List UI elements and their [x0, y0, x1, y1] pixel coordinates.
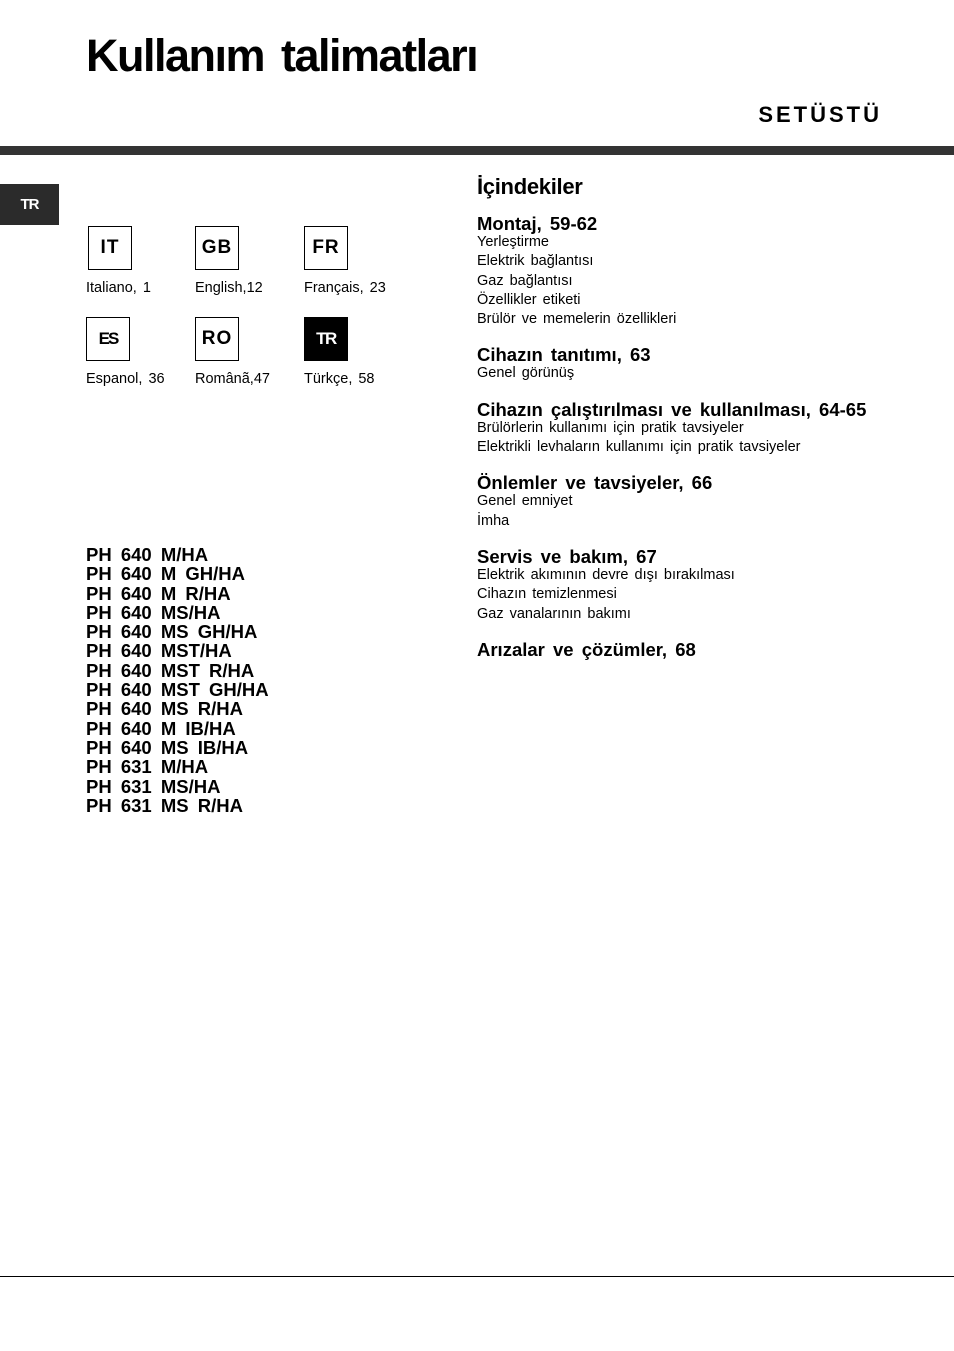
toc-item: Gaz bağlantısı: [477, 272, 573, 289]
footer-divider: [0, 1276, 954, 1277]
page-title: Kullanım talimatları: [86, 30, 478, 81]
model-item: PH 640 M IB/HA: [86, 717, 236, 739]
toc-item: Gaz vanalarının bakımı: [477, 605, 631, 622]
toc-section-onlemler: [477, 473, 897, 531]
toc-heading[interactable]: Arızalar ve çözümler, 68: [477, 638, 696, 660]
toc-item: Brülörlerin kullanımı için pratik tavsiyeler: [477, 419, 744, 436]
language-label: Espanol, 36: [86, 371, 165, 387]
language-gb[interactable]: [195, 226, 305, 296]
model-item: PH 631 MS R/HA: [86, 794, 243, 816]
language-code-box-active: TR: [304, 317, 348, 361]
language-label: Românã,47: [195, 371, 270, 387]
toc-item: Genel emniyet: [477, 493, 573, 510]
language-es[interactable]: [86, 317, 196, 387]
model-item: PH 640 MST GH/HA: [86, 679, 269, 701]
model-item: PH 631 M/HA: [86, 756, 209, 778]
language-label: English,12: [195, 280, 263, 296]
model-item: PH 640 MS GH/HA: [86, 621, 258, 643]
language-code-box: RO: [195, 317, 239, 361]
toc-section-tanitim: [477, 345, 897, 383]
toc-item: Elektrikli levhaların kullanımı için pratik tavsiyeler: [477, 439, 801, 456]
language-ro[interactable]: [195, 317, 305, 387]
language-fr[interactable]: [304, 226, 414, 296]
model-item: PH 631 MS/HA: [86, 775, 221, 797]
toc-item: İmha: [477, 512, 510, 529]
toc-section-servis: [477, 547, 897, 624]
toc-item: Genel görünüş: [477, 365, 575, 382]
model-item: PH 640 M R/HA: [86, 582, 231, 604]
product-category: SETÜSTÜ: [758, 102, 882, 127]
language-tr[interactable]: [304, 317, 414, 387]
language-code-box: IT: [88, 226, 132, 270]
toc-item: Özellikler etiketi: [477, 291, 581, 308]
toc-item: Cihazın temizlenmesi: [477, 586, 617, 603]
language-side-tab: TR: [0, 184, 59, 225]
toc-section-montaj: [477, 214, 897, 329]
toc-item: Yerleştirme: [477, 234, 549, 250]
language-label: Italiano, 1: [86, 280, 151, 296]
toc-section-arizalar: [477, 640, 897, 659]
model-item: PH 640 MS/HA: [86, 601, 221, 623]
toc-item: Elektrik bağlantısı: [477, 253, 594, 270]
model-item: PH 640 MST R/HA: [86, 659, 255, 681]
toc-item: Elektrik akımının devre dışı bırakılması: [477, 566, 735, 583]
model-list: [86, 545, 269, 815]
model-item: PH 640 MS IB/HA: [86, 736, 249, 758]
toc-heading[interactable]: Servis ve bakım, 67: [477, 545, 657, 567]
model-item: PH 640 MS R/HA: [86, 698, 243, 720]
language-it[interactable]: [88, 226, 198, 296]
toc-item: Brülör ve memelerin özellikleri: [477, 311, 677, 328]
model-item: PH 640 M/HA: [86, 544, 209, 565]
language-label: Türkçe, 58: [304, 371, 375, 387]
toc-heading[interactable]: Önlemler ve tavsiyeler, 66: [477, 472, 713, 494]
toc-heading[interactable]: Montaj, 59-62: [477, 213, 598, 234]
toc-heading[interactable]: Cihazın çalıştırılması ve kullanılması, 64-65: [477, 398, 867, 420]
model-item: PH 640 MST/HA: [86, 640, 232, 662]
language-code-box: ES: [86, 317, 130, 361]
header-divider: [0, 146, 954, 155]
language-label: Français, 23: [304, 280, 386, 296]
toc-section-kullanim: [477, 400, 897, 458]
model-item: PH 640 M GH/HA: [86, 563, 246, 585]
table-of-contents: [477, 174, 897, 675]
toc-title: İçindekiler: [477, 174, 583, 199]
language-code-box: FR: [304, 226, 348, 270]
toc-heading[interactable]: Cihazın tanıtımı, 63: [477, 344, 651, 366]
language-code-box: GB: [195, 226, 239, 270]
